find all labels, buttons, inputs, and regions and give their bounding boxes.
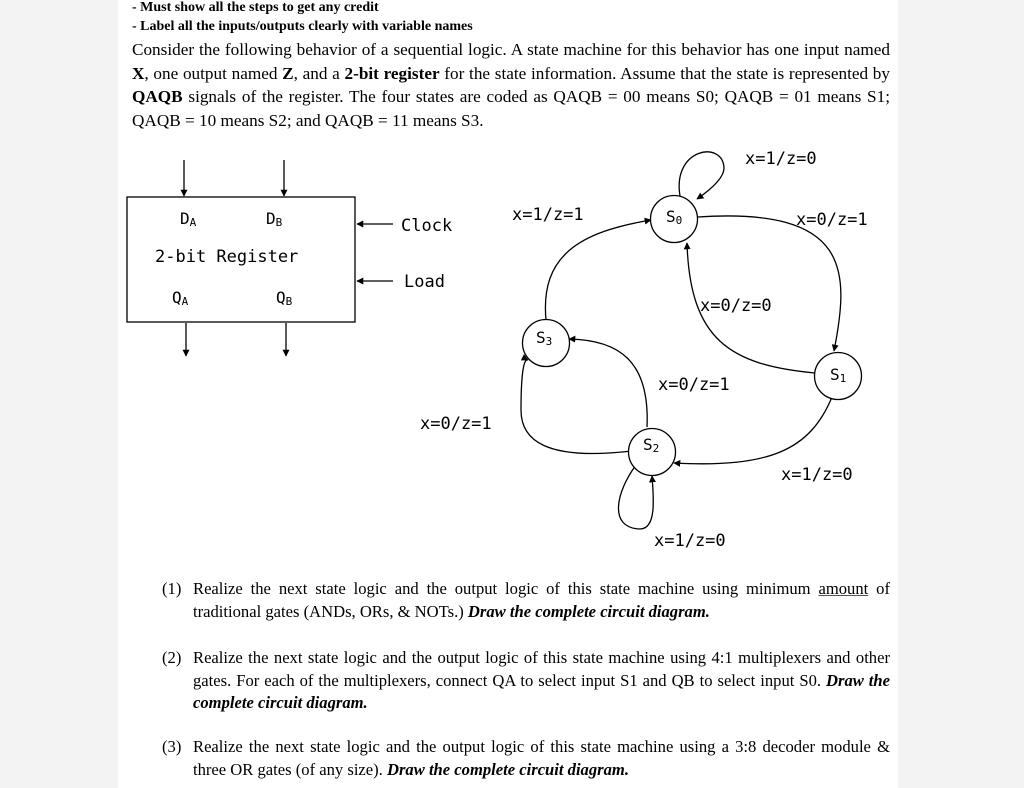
label-s0-self: x=1/z=0 — [745, 149, 817, 169]
svg-text:S3: S3 — [536, 328, 553, 348]
label-s1-to-s2: x=1/z=0 — [781, 465, 853, 485]
qb-label: QB — [276, 288, 293, 308]
label-s3-to-s2: x=0/z=1 — [658, 375, 730, 395]
state-s1 — [815, 353, 862, 400]
edge-s0-self — [679, 152, 724, 199]
register-name: 2-bit register — [344, 63, 440, 83]
da-label-text: D — [180, 209, 190, 228]
label-s2-to-s3: x=0/z=1 — [420, 414, 492, 434]
da-label: DA — [180, 209, 197, 229]
edge-s2-to-s3 — [521, 360, 632, 454]
svg-text:S1: S1 — [830, 365, 847, 385]
question-2: (2) Realize the next state logic and the output logic of this state machine using 4:1 multiplexers and other gates. For each of the multiplexers, connect QA to select input S1 and QB to select input S0. Draw the complete circuit diagram. — [162, 648, 890, 712]
db-label: DB — [266, 209, 283, 229]
svg-text:S2: S2 — [643, 435, 660, 455]
question-1: (1) Realize the next state logic and the output logic of this state machine using minimum amount of traditional gates (ANDs, ORs, & NOTs.) Draw the complete circuit diagram. — [162, 579, 890, 621]
state-s2 — [629, 429, 676, 476]
state-s0 — [651, 196, 698, 243]
label-s3-to-s0: x=1/z=1 — [512, 205, 584, 225]
output-name: Z — [282, 63, 294, 83]
load-label: Load — [404, 272, 445, 292]
input-name: X — [132, 63, 145, 83]
register-title: 2-bit Register — [155, 247, 299, 267]
edge-s3-to-s2 — [569, 339, 647, 427]
instruction-show-steps: - Must show all the steps to get any credit — [132, 0, 379, 15]
qaqb-signal: QAQB — [132, 87, 183, 106]
question-3: (3) Realize the next state logic and the output logic of this state machine using a 3:8 decoder module & three OR gates (of any size). Draw the complete circuit diagram. — [162, 737, 890, 779]
register-block — [127, 160, 452, 356]
label-s0-to-s1: x=0/z=1 — [796, 210, 868, 230]
label-s1-to-s0: x=0/z=0 — [700, 296, 772, 316]
problem-statement: Consider the following behavior of a sequential logic. A state machine for this behavior has one input named X, one output named Z, and a 2-bit register for the state information. Assume that the state is represented by QAQB signals of the register. The four states are coded as QAQB = 00 means S0; QAQB = 01 means S1; QAQB = 10 means S2; and QAQB = 11 means S3. — [132, 40, 890, 130]
edge-s0-to-s1 — [698, 216, 841, 351]
edge-s3-to-s0 — [545, 220, 651, 320]
state-s3 — [523, 320, 570, 367]
edge-s1-to-s2 — [674, 397, 832, 464]
instruction-label-io: - Label all the inputs/outputs clearly with variable names — [132, 19, 473, 34]
label-s2-self: x=1/z=0 — [654, 531, 726, 551]
qa-label: QA — [172, 288, 189, 308]
svg-text:S0: S0 — [666, 207, 683, 227]
clock-label: Clock — [401, 216, 453, 236]
